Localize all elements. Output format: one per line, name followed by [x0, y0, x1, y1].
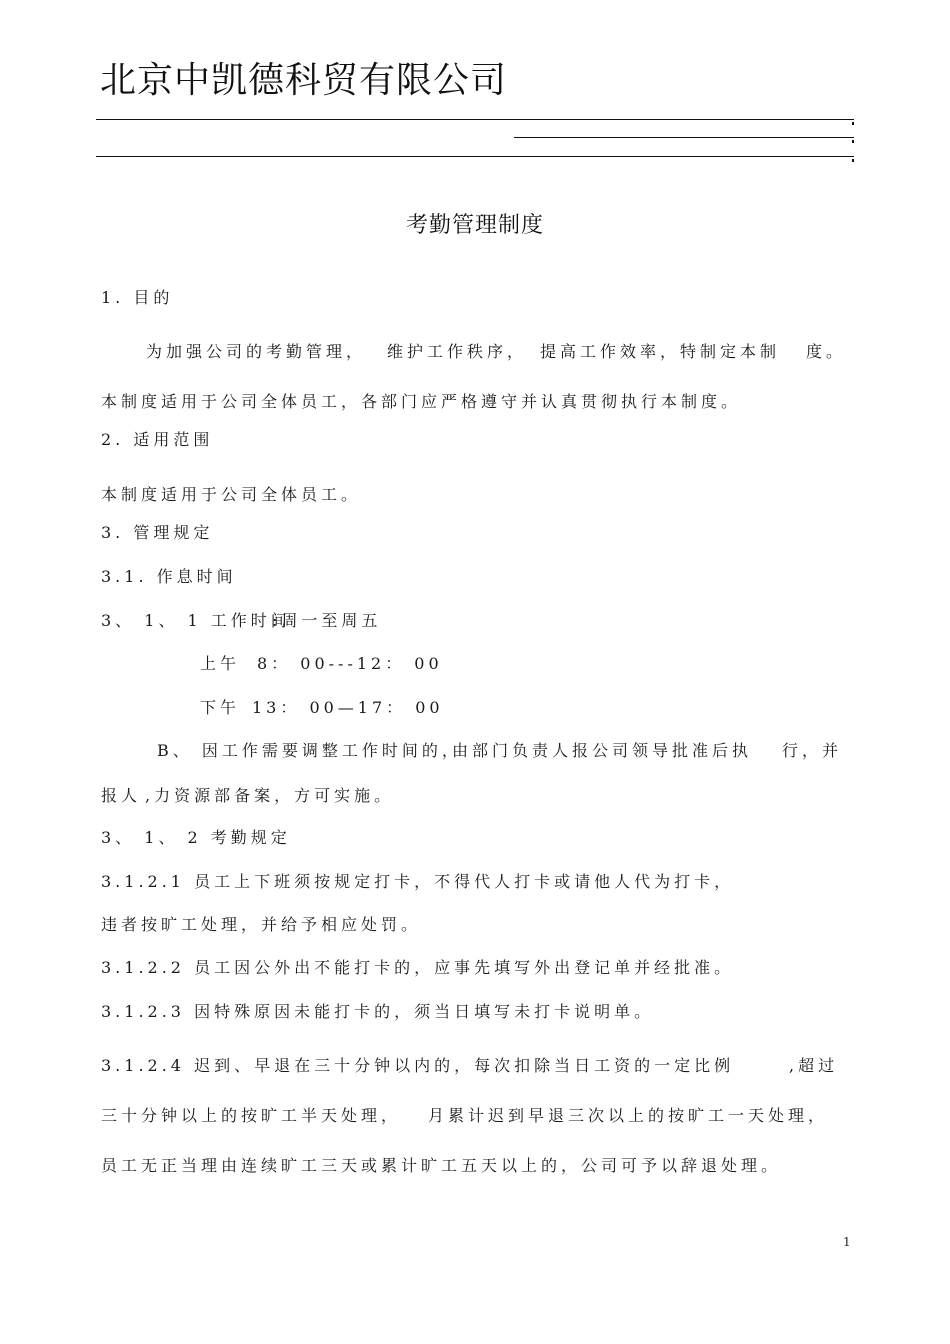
subsection-heading: 3、 1、 2 考勤规定 [101, 828, 291, 847]
paragraph-line: B、 因工作需要调整工作时间的， [157, 741, 462, 760]
page-number: 1 [843, 1235, 851, 1249]
clause-line: 三十分钟以上的按旷工半天处理， [101, 1106, 402, 1125]
rule-end-mark [852, 159, 854, 162]
paragraph-line: 本制度适用于公司全体员工。 [101, 485, 362, 504]
schedule-time: 13： 00—17： 00 [252, 698, 444, 717]
paragraph-line: 报人 [101, 786, 142, 805]
paragraph-line: ,力资源部备案，方可实施。 [145, 786, 395, 805]
document-title: 考勤管理制度 [405, 213, 544, 238]
clause-line: 3.1.2.2 员工因公外出不能打卡的，应事先填写外出登记单并经批准。 [101, 958, 735, 977]
section-heading: 2. 适用范围 [101, 430, 214, 449]
header-rule-top [96, 119, 854, 120]
subsection-heading: 3、 1、 1 工作时间 [101, 611, 291, 630]
paragraph-line: 度。 [806, 342, 847, 361]
schedule-label: 下午 [200, 698, 241, 717]
paragraph-line: 本制度适用于公司全体员工，各部门应严格遵守并认真贯彻执行本制度。 [101, 392, 742, 411]
header-rule-middle [514, 137, 854, 138]
header-rule-bottom [96, 156, 854, 157]
clause-line: ,超过 [789, 1056, 839, 1075]
paragraph-line: :周一至周五 [272, 611, 382, 630]
clause-line: 员工无正当理由连续旷工三天或累计旷工五天以上的，公司可予以辞退处理。 [101, 1156, 782, 1175]
paragraph-line: 提高工作效率，特制定本制 [540, 342, 781, 361]
clause-line: 3.1.2.1 员工上下班须按规定打卡，不得代人打卡或请他人代为打卡， [101, 872, 735, 891]
paragraph-line: 由部门负责人报公司领导批准后执 [452, 741, 753, 760]
section-heading: 1. 目的 [101, 288, 174, 307]
paragraph-line: 维护工作秩序， [387, 342, 528, 361]
clause-line: 3.1.2.3 因特殊原因未能打卡的，须当日填写未打卡说明单。 [101, 1002, 655, 1021]
paragraph-line: 为加强公司的考勤管理， [146, 342, 367, 361]
paragraph-line: 行，并 [782, 741, 843, 760]
subsection-heading: 3.1. 作息时间 [101, 567, 237, 586]
rule-end-mark [852, 140, 854, 143]
rule-end-mark [852, 122, 854, 125]
schedule-time: 8： 00---12： 00 [257, 654, 443, 673]
clause-line: 月累计迟到早退三次以上的按旷工一天处理， [428, 1106, 829, 1125]
clause-line: 违者按旷工处理，并给予相应处罚。 [101, 915, 422, 934]
schedule-label: 上午 [200, 654, 241, 673]
clause-line: 3.1.2.4 迟到、早退在三十分钟以内的，每次扣除当日工资的一定比例 [101, 1056, 735, 1075]
company-header: 北京中凯德科贸有限公司 [100, 60, 508, 101]
section-heading: 3. 管理规定 [101, 523, 214, 542]
